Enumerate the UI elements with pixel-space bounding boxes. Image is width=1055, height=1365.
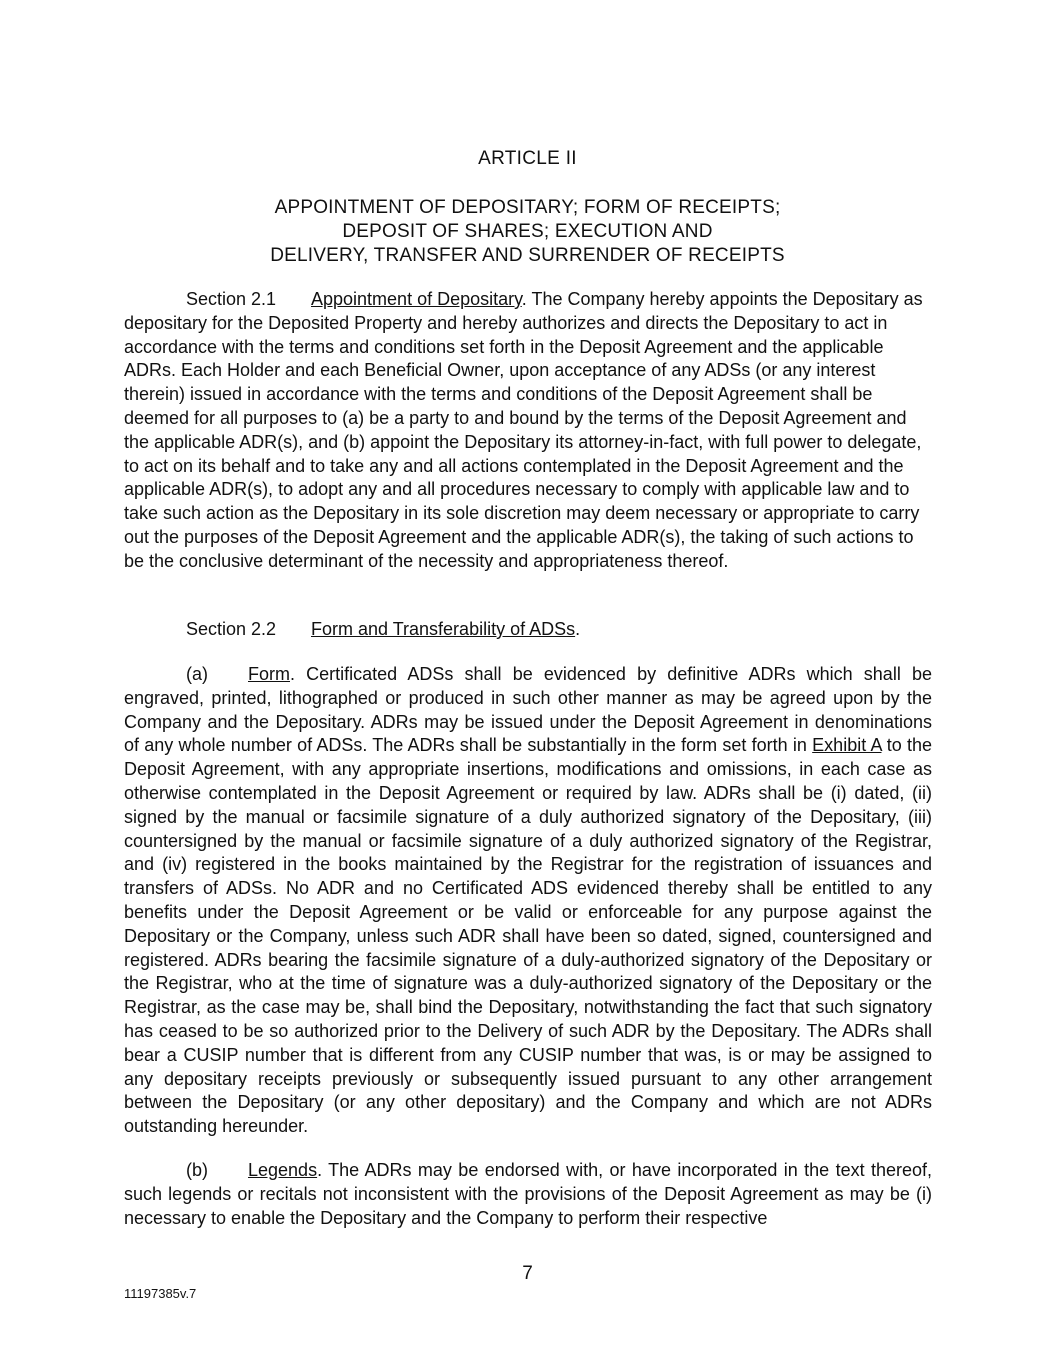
subsection-label: (b) <box>186 1160 208 1180</box>
section-body: . The Company hereby appoints the Depositary as depositary for the Deposited Property and hereby authorizes and directs the Depositary to act in accordance with the terms and conditions set forth in the Deposit Agreement and the applicable ADRs. Each Holder and each Beneficial Owner, upon acceptance of any ADSs (or any interest therein) issued in accordance with the terms and conditions of the Deposit Agreement shall be deemed for all purposes to (a) be a party to and bound by the terms of the Deposit Agreement and the applicable ADR(s), and (b) appoint the Depositary its attorney-in-fact, with full power to delegate, to act on its behalf and to take any and all actions contemplated in the Deposit Agreement and the applicable ADR(s), to adopt any and all procedures necessary to comply with applicable law and to take such action as the Depositary in its sole discretion may deem necessary or appropriate to carry out the purposes of the Deposit Agreement and the applicable ADR(s), the taking of such actions to be the conclusive determinant of the necessity and appropriateness thereof. <box>124 289 923 571</box>
subsection-body: . The ADRs may be endorsed with, or have incorporated in the text thereof, such legends or recitals not inconsistent with the provisions of the Deposit Agreement as may be (i) necessary to enable the Depositary and the Company to perform their respective <box>124 1160 932 1228</box>
subsection-label: (a) <box>186 664 208 684</box>
subsection-body-continued: to the Deposit Agreement, with any appropriate insertions, modifications and omissions, in each case as otherwise contemplated in the Deposit Agreement or required by law. ADRs shall be (i) dated, (ii) signed by the manual or facsimile signature of a duly authorized signatory of the Depositary, (iii) countersigned by the manual or facsimile signature of a duly authorized signatory of the Registrar, and (iv) registered in the books maintained by the Registrar for the registration of issuances and transfers of ADSs. No ADR and no Certificated ADS evidenced thereby shall be entitled to any benefits under the Deposit Agreement or be valid or enforceable for any purpose against the Depositary or the Company, unless such ADR shall have been so dated, signed, countersigned and registered. ADRs bearing the facsimile signature of a duly-authorized signatory of the Depositary or the Registrar, who at the time of signature was a duly-authorized signatory of the Depositary or the Registrar, as the case may be, shall bind the Depositary, notwithstanding the fact that such signatory has ceased to be so authorized prior to the Delivery of such ADR by the Depositary. The ADRs shall bear a CUSIP number that is different from any CUSIP number that was, is or may be assigned to any depositary receipts previously or subsequently issued pursuant to any other arrangement between the Depositary (or any other depositary) and the Company and which are not ADRs outstanding hereunder. <box>124 735 932 1137</box>
subsection-heading: Legends <box>248 1160 318 1180</box>
subsection-body: . Certificated ADSs shall be evidenced by definitive ADRs which shall be engraved, printed, lithographed or produced in such other manner as may be agreed upon by the Company and the Depositary. ADRs may be issued under the Deposit Agreement in denominations of any whole number of ADSs. The ADRs shall be substantially in the form set forth in <box>124 664 932 756</box>
section-2-1-paragraph <box>124 288 932 574</box>
section-number: Section 2.2 <box>186 619 277 639</box>
section-number: Section 2.1 <box>186 289 277 309</box>
article-subtitle-line: DEPOSIT OF SHARES; EXECUTION AND <box>342 221 713 242</box>
subsection-b-paragraph <box>124 1159 932 1230</box>
page-number: 7 <box>522 1263 533 1284</box>
article-subtitle <box>0 196 1055 268</box>
subsection-a-paragraph <box>124 663 932 1139</box>
subsection-heading: Form <box>248 664 290 684</box>
article-subtitle-line: APPOINTMENT OF DEPOSITARY; FORM OF RECEIPTS; <box>274 197 781 218</box>
section-heading: Appointment of Depositary <box>311 289 522 309</box>
section-2-2-heading-line <box>124 618 932 642</box>
document-id: 11197385v.7 <box>124 1286 197 1301</box>
section-heading-period: . <box>575 619 581 639</box>
exhibit-reference: Exhibit A <box>812 735 882 756</box>
article-subtitle-line: DELIVERY, TRANSFER AND SURRENDER OF RECEIPTS <box>270 245 785 266</box>
section-heading: Form and Transferability of ADSs <box>311 619 576 639</box>
article-title: ARTICLE II <box>478 148 577 169</box>
